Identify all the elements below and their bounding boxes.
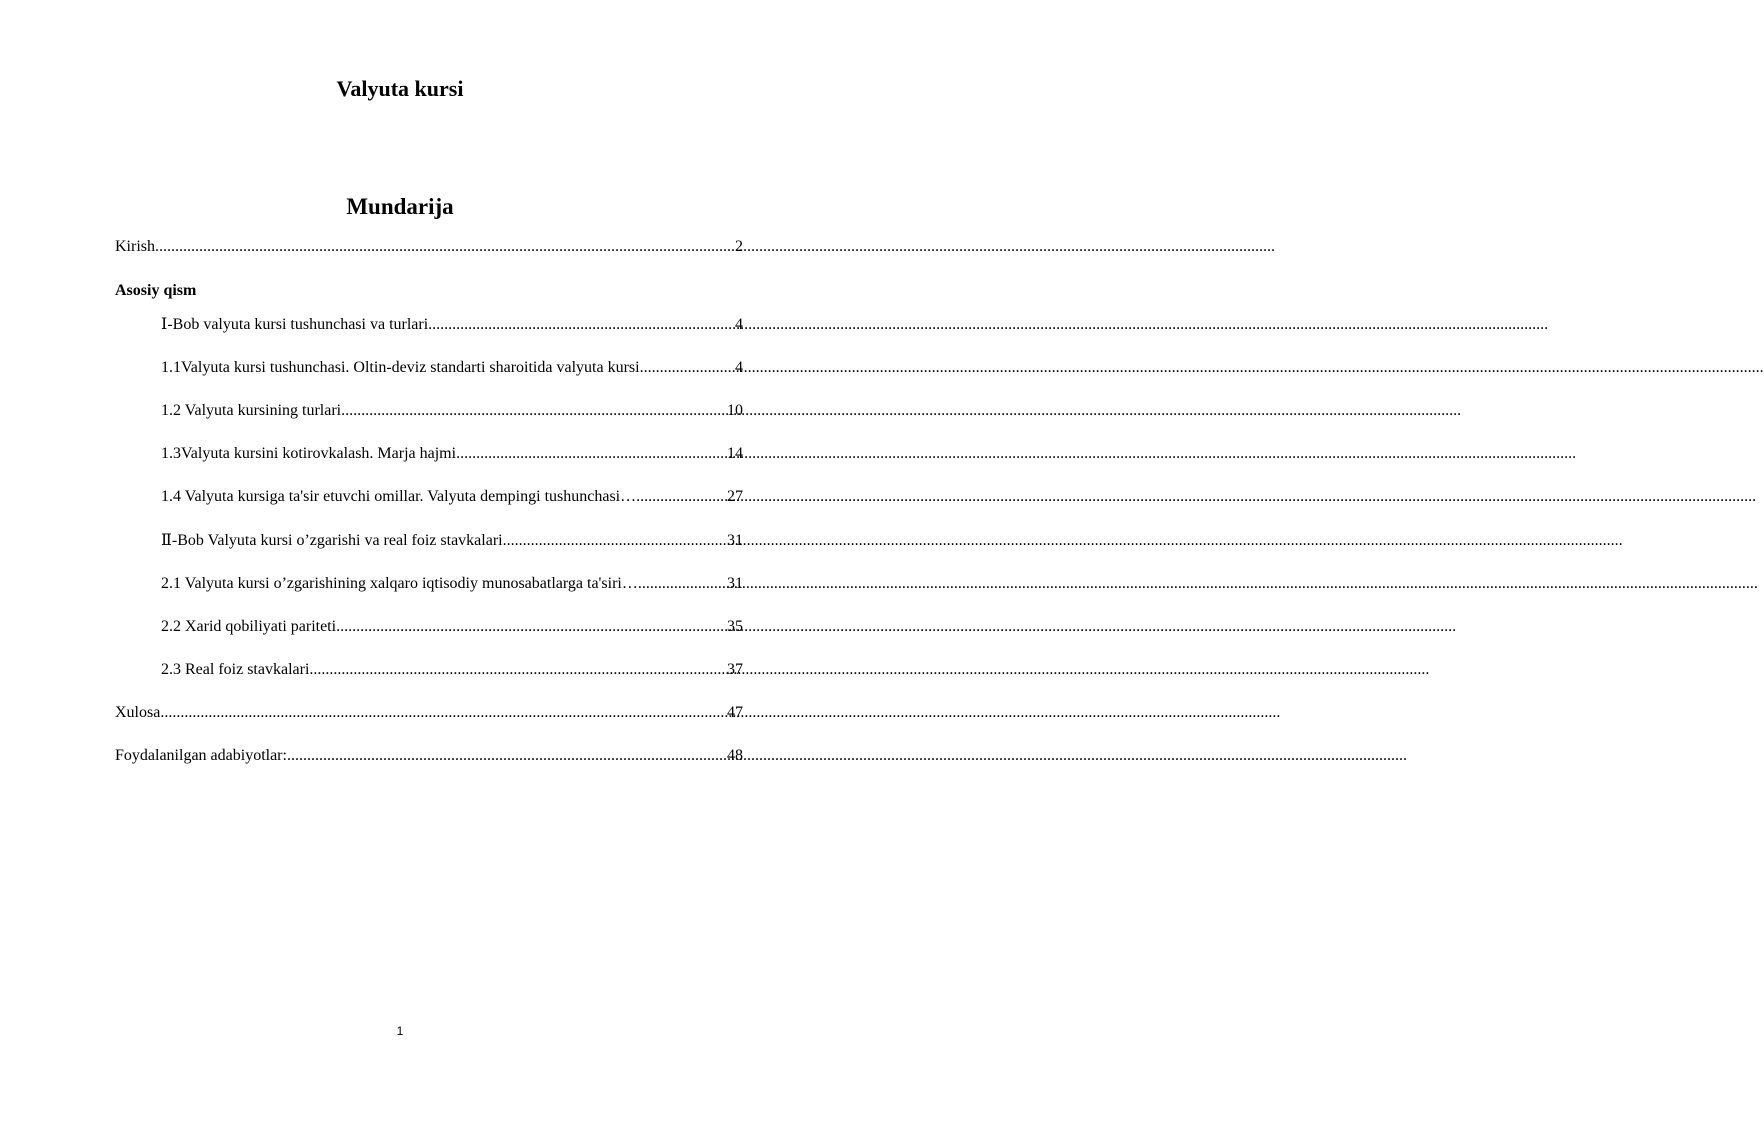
toc-entry-label: Ⅰ-Bob valyuta kursi tushunchasi va turlari <box>161 316 429 333</box>
toc-leader-dots <box>456 444 726 464</box>
toc-entry-label: 1.4 Valyuta kursiga ta'sir etuvchi omillar. Valyuta dempingi tushunchasi… <box>161 488 637 505</box>
toc-entry-section-1-3[interactable] <box>161 444 743 464</box>
toc-entry-references[interactable] <box>115 746 743 766</box>
section-heading-main: Asosiy qism <box>115 282 197 299</box>
toc-entry-chapter-2[interactable] <box>161 531 743 551</box>
document-page <box>0 0 800 1131</box>
toc-entry-page: 2 <box>735 238 743 255</box>
toc-entry-section-1-2[interactable] <box>161 401 743 421</box>
toc-leader-dots <box>638 574 726 594</box>
toc-entry-page: 27 <box>727 488 743 505</box>
toc-entry-label: 1.3Valyuta kursini kotirovkalash. Marja hajmi <box>161 445 457 462</box>
toc-entry-page: 35 <box>727 618 743 635</box>
toc-leader-dots <box>503 531 726 551</box>
toc-entry-label: 2.1 Valyuta kursi o’zgarishining xalqaro iqtisodiy munosabatlarga ta'siri… <box>161 575 638 592</box>
toc-entry-section-2-3[interactable] <box>161 660 743 680</box>
toc-entry-conclusion[interactable] <box>115 703 743 723</box>
toc-leader-dots <box>309 660 726 680</box>
toc-leader-dots <box>341 401 726 421</box>
toc-heading: Mundarija <box>346 194 454 219</box>
toc-leader-dots <box>636 487 726 507</box>
toc-entry-label: Foydalanilgan adabiyotlar: <box>115 747 287 764</box>
toc-entry-page: 4 <box>735 359 743 376</box>
toc-leader-dots <box>644 358 734 378</box>
toc-entry-page: 31 <box>727 532 743 549</box>
toc-entry-label: Ⅱ-Bob Valyuta kursi o’zgarishi va real foiz stavkalari <box>161 532 503 549</box>
toc-leader-dots <box>160 703 726 723</box>
page-number: 1 <box>396 1024 404 1038</box>
toc-entry-section-2-2[interactable] <box>161 617 743 637</box>
toc-entry-section-2-1[interactable] <box>161 574 743 594</box>
toc-entry-page: 37 <box>727 661 743 678</box>
toc-entry-label: Xulosa <box>115 704 161 721</box>
toc-entry-page: 10 <box>727 402 743 419</box>
toc-entry-page: 14 <box>727 445 743 462</box>
toc-entry-intro[interactable] <box>115 237 743 257</box>
toc-leader-dots <box>155 237 734 257</box>
toc-entry-label: 2.2 Xarid qobiliyati pariteti <box>161 618 337 635</box>
toc-entry-chapter-1[interactable] <box>161 315 743 335</box>
toc-entry-label: 2.3 Real foiz stavkalari <box>161 661 310 678</box>
toc-entry-page: 48 <box>727 747 743 764</box>
toc-entry-page: 47 <box>727 704 743 721</box>
document-title: Valyuta kursi <box>336 76 464 101</box>
toc-leader-dots <box>287 746 726 766</box>
toc-entry-page: 31 <box>727 575 743 592</box>
toc-entry-section-1-1[interactable] <box>161 358 743 378</box>
toc-entry-label: Kirish <box>115 238 155 255</box>
toc-entry-label: 1.2 Valyuta kursining turlari <box>161 402 342 419</box>
toc-entry-page: 4 <box>735 316 743 333</box>
toc-entry-label: 1.1Valyuta kursi tushunchasi. Oltin-deviz standarti sharoitida valyuta kursi. <box>161 359 644 376</box>
toc-leader-dots <box>336 617 726 637</box>
toc-leader-dots <box>428 315 734 335</box>
toc-entry-section-1-4[interactable] <box>161 487 743 507</box>
